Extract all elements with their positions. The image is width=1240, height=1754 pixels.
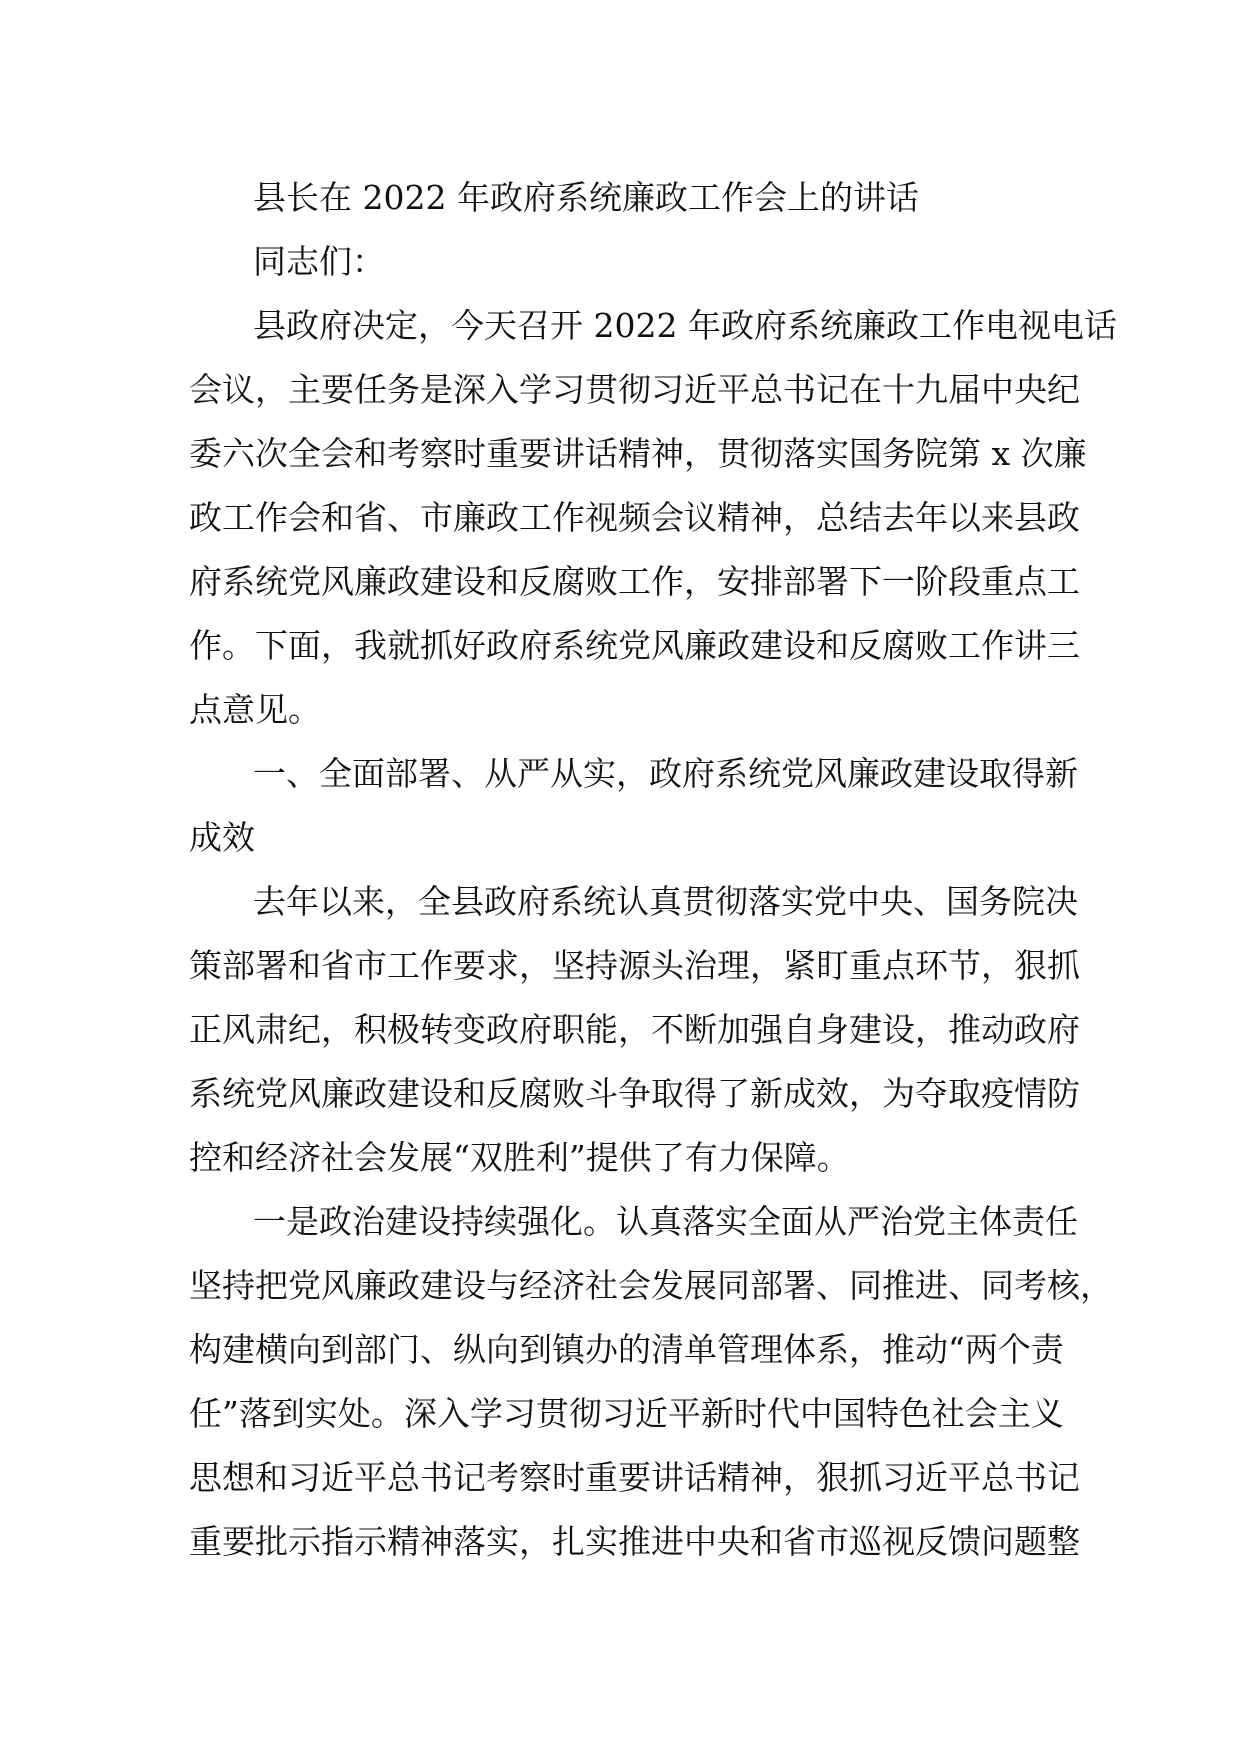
document-body <box>189 166 1117 1574</box>
paragraph-line: 思想和习近平总书记考察时重要讲话精神，狠抓习近平总书记 <box>189 1458 1080 1497</box>
section-heading-1 <box>189 742 1089 870</box>
paragraph-line: 政工作会和省、市廉政工作视频会议精神，总结去年以来县政 <box>189 498 1080 537</box>
paragraph-line: 正风肃纪，积极转变政府职能，不断加强自身建设，推动政府 <box>189 1010 1080 1049</box>
paragraph-line: 委六次全会和考察时重要讲话精神，贯彻落实国务院第 x 次廉 <box>189 434 1087 473</box>
paragraph-line: 重要批示指示精神落实，扎实推进中央和省市巡视反馈问题整 <box>189 1522 1080 1561</box>
salutation: 同志们： <box>253 242 385 281</box>
heading-line: 一、全面部署、从严从实，政府系统党风廉政建设取得新 <box>253 754 1078 793</box>
paragraph-political-construction <box>189 1190 1113 1574</box>
paragraph-achievements <box>189 870 1089 1190</box>
paragraph-line: 点意见。 <box>189 690 321 729</box>
paragraph-line: 任”落到实处。深入学习贯彻习近平新时代中国特色社会主义 <box>189 1394 1064 1433</box>
paragraph-line: 控和经济社会发展“双胜利”提供了有力保障。 <box>189 1138 850 1177</box>
document-title: 县长在 2022 年政府系统廉政工作会上的讲话 <box>253 178 919 217</box>
paragraph-line: 坚持把党风廉政建设与经济社会发展同部署、同推进、同考核， <box>189 1266 1113 1305</box>
paragraph-line: 府系统党风廉政建设和反腐败工作，安排部署下一阶段重点工 <box>189 562 1080 601</box>
heading-line: 成效 <box>189 818 255 857</box>
paragraph-line: 会议，主要任务是深入学习贯彻习近平总书记在十九届中央纪 <box>189 370 1080 409</box>
paragraph-line: 策部署和省市工作要求，坚持源头治理，紧盯重点环节，狠抓 <box>189 946 1080 985</box>
paragraph-line: 作。下面，我就抓好政府系统党风廉政建设和反腐败工作讲三 <box>189 626 1080 665</box>
paragraph-line: 构建横向到部门、纵向到镇办的清单管理体系，推动“两个责 <box>189 1330 1064 1369</box>
paragraph-line: 一是政治建设持续强化。认真落实全面从严治党主体责任 <box>253 1202 1078 1241</box>
paragraph-line: 去年以来，全县政府系统认真贯彻落实党中央、国务院决 <box>253 882 1078 921</box>
paragraph-line: 系统党风廉政建设和反腐败斗争取得了新成效，为夺取疫情防 <box>189 1074 1080 1113</box>
paragraph-intro <box>189 294 1117 742</box>
paragraph-line: 县政府决定，今天召开 2022 年政府系统廉政工作电视电话 <box>253 306 1117 345</box>
